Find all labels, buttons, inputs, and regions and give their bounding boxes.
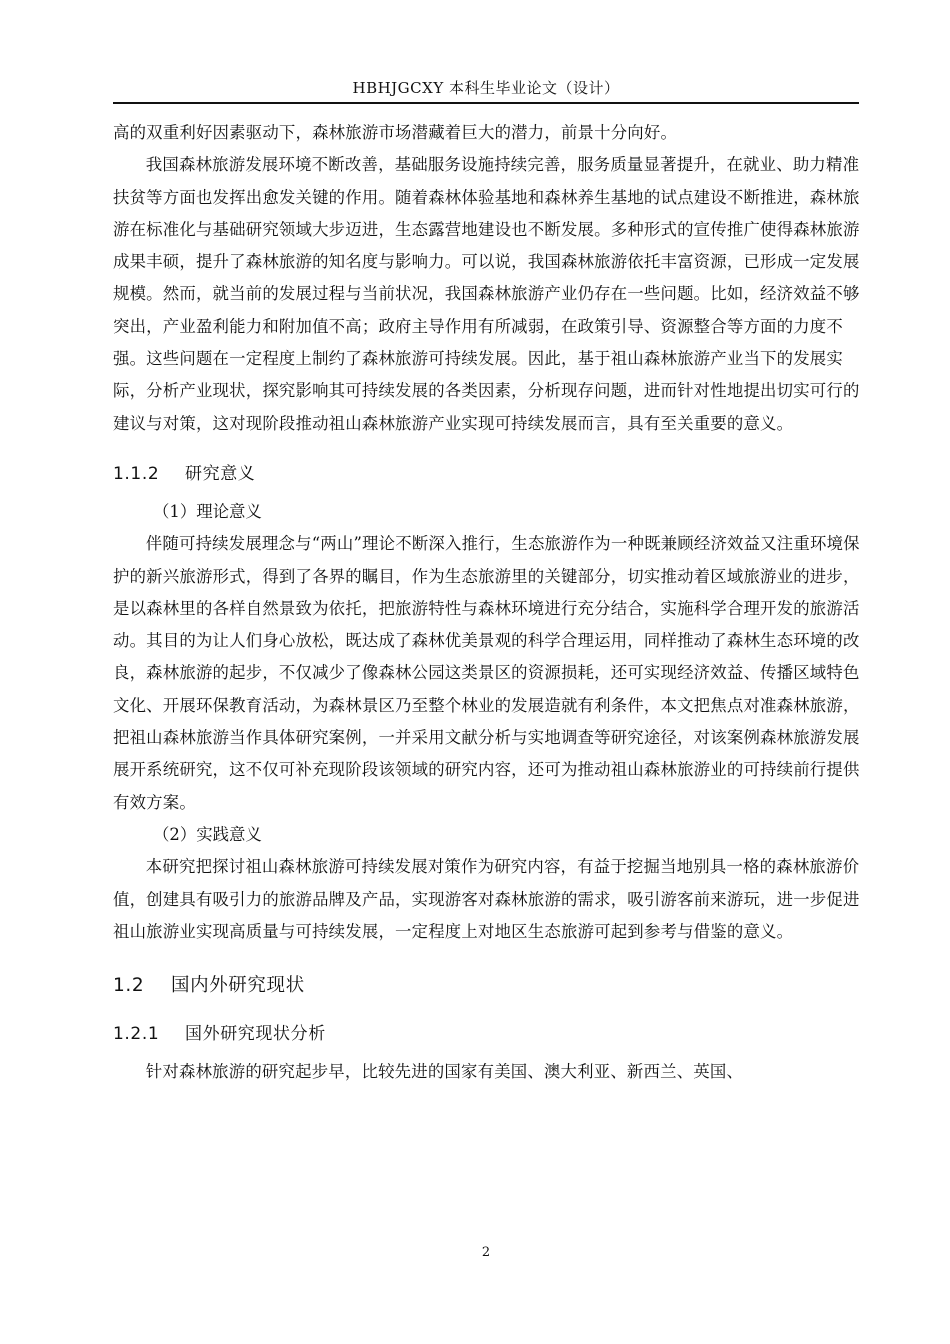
section-title: 研究意义 xyxy=(185,463,256,484)
paragraph-development-environment: 我国森林旅游发展环境不断改善，基础服务设施持续完善，服务质量显著提升，在就业、助力精准扶贫等方面也发挥出愈发关键的作用。随着森林体验基地和森林养生基地的试点建设不断推进，森林旅游在标准化与基础研究领域大步迈进，生态露营地建设也不断发展。多种形式的宣传推广使得森林旅游成果丰硕，提升了森林旅游的知名度与影响力。可以说，我国森林旅游依托丰富资源，已形成一定发展规模。然而，就当前的发展过程与当前状况，我国森林旅游产业仍存在一些问题。比如，经济效益不够突出，产业盈利能力和附加值不高；政府主导作用有所减弱，在政策引导、资源整合等方面的力度不强。这些问题在一定程度上制约了森林旅游可持续发展。因此，基于祖山森林旅游产业当下的发展实际，分析产业现状，探究影响其可持续发展的各类因素，分析现存问题，进而针对性地提出切实可行的建议与对策，这对现阶段推动祖山森林旅游产业实现可持续发展而言，具有至关重要的意义。 xyxy=(113,155,860,433)
page-number: 2 xyxy=(481,1245,491,1260)
section-heading-1-2-1 xyxy=(113,1012,865,1056)
section-heading-1-2 xyxy=(113,962,865,1010)
section-title: 国内外研究现状 xyxy=(171,975,305,997)
document-body xyxy=(113,117,865,1088)
section-number: 1.2.1 xyxy=(113,1024,160,1045)
subheading-practical-significance: （2）实践意义 xyxy=(153,824,262,844)
section-title: 国外研究现状分析 xyxy=(185,1024,326,1045)
paragraph-practical-significance: 本研究把探讨祖山森林旅游可持续发展对策作为研究内容，有益于挖掘当地别具一格的森林旅游价值，创建具有吸引力的旅游品牌及产品，实现游客对森林旅游的需求，吸引游客前来游玩，进一步促进祖山旅游业实现高质量与可持续发展，一定程度上对地区生态旅游可起到参考与借鉴的意义。 xyxy=(113,857,860,941)
section-number: 1.1.2 xyxy=(113,463,160,484)
paragraph-theoretical-significance: 伴随可持续发展理念与“两山”理论不断深入推行，生态旅游作为一种既兼顾经济效益又注重环境保护的新兴旅游形式，得到了各界的瞩目，作为生态旅游里的关键部分，切实推动着区域旅游业的进步，是以森林里的各样自然景致为依托，把旅游特性与森林环境进行充分结合，实施科学合理开发的旅游活动。其目的为让人们身心放松，既达成了森林优美景观的科学合理运用，同样推动了森林生态环境的改良，森林旅游的起步，不仅减少了像森林公园这类景区的资源损耗，还可实现经济效益、传播区域特色文化、开展环保教育活动，为森林景区乃至整个林业的发展造就有利条件，本文把焦点对准森林旅游，把祖山森林旅游当作具体研究案例，一并采用文献分析与实地调查等研究途径，对该案例森林旅游发展展开系统研究，这不仅可补充现阶段该领域的研究内容，还可为推动祖山森林旅游业的可持续前行提供有效方案。 xyxy=(113,534,860,812)
section-heading-1-1-2 xyxy=(113,452,865,496)
page-header: HBHJGCXY 本科生毕业论文（设计） xyxy=(352,79,620,97)
subheading-theoretical-significance: （1）理论意义 xyxy=(153,501,262,521)
paragraph-continuation: 高的双重利好因素驱动下，森林旅游市场潜藏着巨大的潜力，前景十分向好。 xyxy=(113,123,678,142)
section-number: 1.2 xyxy=(113,975,145,997)
paragraph-foreign-research: 针对森林旅游的研究起步早，比较先进的国家有美国、澳大利亚、新西兰、英国、 xyxy=(145,1062,744,1082)
header-divider xyxy=(113,102,859,104)
